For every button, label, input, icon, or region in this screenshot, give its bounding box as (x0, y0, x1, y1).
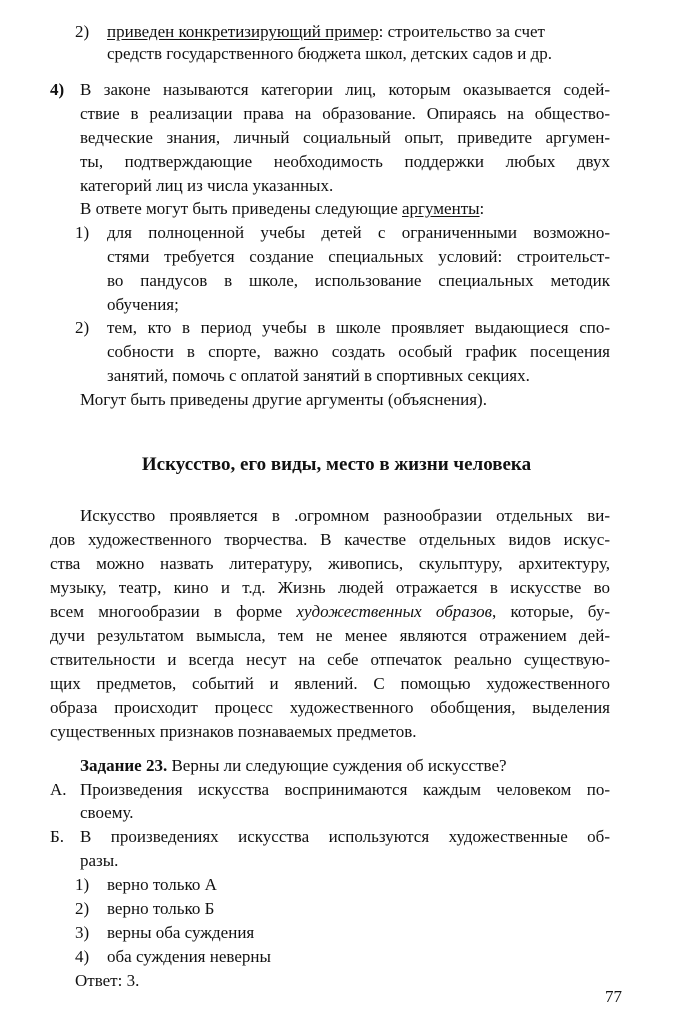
task-question: Верны ли следующие суждения об искусстве? (167, 756, 507, 775)
option-number: 3) (75, 923, 90, 942)
arg-line: занятий, помочь с оплатой занятий в спортивных секциях. (107, 366, 530, 385)
arg-number: 2) (75, 318, 90, 337)
paragraph-line: дучи результатом вымысла, тем не менее являются отражением дей- (50, 626, 610, 645)
statement-line: Произведения искусства воспринимаются каждым человеком по- (80, 780, 610, 799)
arg-line: во пандусов в школе, использование специальных методик (107, 271, 610, 290)
item-line: средств государственного бюджета школ, детских садов и др. (107, 44, 552, 63)
italic-term: художественных образов (296, 602, 493, 621)
answer-line: Ответ: 3. (75, 971, 140, 990)
paragraph-line: существенных признаков познаваемых предметов. (50, 722, 417, 741)
paragraph-line: ствительности и всегда несут на себе отпечаток реально существую- (50, 650, 610, 669)
underlined-phrase: приведен конкретизирующий пример (107, 22, 379, 41)
arg-line: тем, кто в период учебы в школе проявляет выдающиеся спо- (107, 318, 610, 337)
statement-line: разы. (80, 851, 119, 870)
task-line: ведческие знания, личный социальный опыт, приведите аргумен- (80, 128, 610, 147)
arg-line: стями требуется создание специальных условий: строительст- (107, 247, 610, 266)
paragraph-line: музыку, театр, кино и т.д. Жизнь людей отражается в искусстве во (50, 578, 610, 597)
answer-intro-end: : (479, 199, 485, 218)
option-text: верно только Б (107, 899, 215, 918)
arg-line: обучения; (107, 295, 179, 314)
statement-letter: Б. (50, 827, 65, 846)
option-text: оба суждения неверны (107, 947, 271, 966)
option-number: 1) (75, 875, 90, 894)
option-text: верно только А (107, 875, 217, 894)
paragraph-line: дов художественного творчества. В качестве отдельных видов искус- (50, 530, 610, 549)
page-number: 77 (605, 987, 622, 1006)
option-text: верны оба суждения (107, 923, 255, 942)
statement-letter: А. (50, 780, 67, 799)
task-line: ствие в реализации права на образование. Опираясь на общество- (80, 104, 610, 123)
paragraph-line: щих предметов, событий и явлений. С помощью художественного (50, 674, 610, 693)
statement-line: своему. (80, 803, 134, 822)
arg-number: 1) (75, 223, 90, 242)
task-label: Задание 23. (80, 756, 168, 775)
paragraph-line: образа происходит процесс художественного обобщения, выделения (50, 698, 610, 717)
paragraph-line: ства можно назвать литературу, живопись, скульптуру, архитектуру, (50, 554, 610, 573)
task-line: В законе называются категории лиц, которым оказывается содей- (80, 80, 610, 99)
item-number: 2) (75, 22, 90, 41)
task-number: 4) (50, 80, 65, 99)
option-number: 2) (75, 899, 90, 918)
answer-intro-text: В ответе могут быть приведены следующие (80, 199, 402, 218)
task-header (80, 755, 507, 777)
closing-line: Могут быть приведены другие аргументы (объяснения). (80, 390, 487, 409)
paragraph-line (50, 601, 610, 623)
paragraph-text: , которые, бу- (492, 602, 610, 621)
paragraph-text: всем многообразии в форме (50, 602, 297, 621)
answer-intro (80, 198, 484, 220)
item-text: : строительство за счет (378, 22, 545, 41)
arg-line: для полноценной учебы детей с ограниченными возможно- (107, 223, 610, 242)
task-line: категорий лиц из числа указанных. (80, 176, 334, 195)
option-number: 4) (75, 947, 90, 966)
paragraph-line: Искусство проявляется в .огромном разнообразии отдельных ви- (80, 506, 610, 525)
task-line: ты, подтверждающие необходимость поддержки любых двух (80, 152, 610, 171)
arg-line: собности в спорте, важно создать особый график посещения (107, 342, 610, 361)
section-title: Искусство, его виды, место в жизни человека (141, 454, 532, 475)
statement-line: В произведениях искусства используются художественные об- (80, 827, 610, 846)
item-line (107, 21, 608, 43)
answer-keyword: аргументы (402, 199, 480, 218)
